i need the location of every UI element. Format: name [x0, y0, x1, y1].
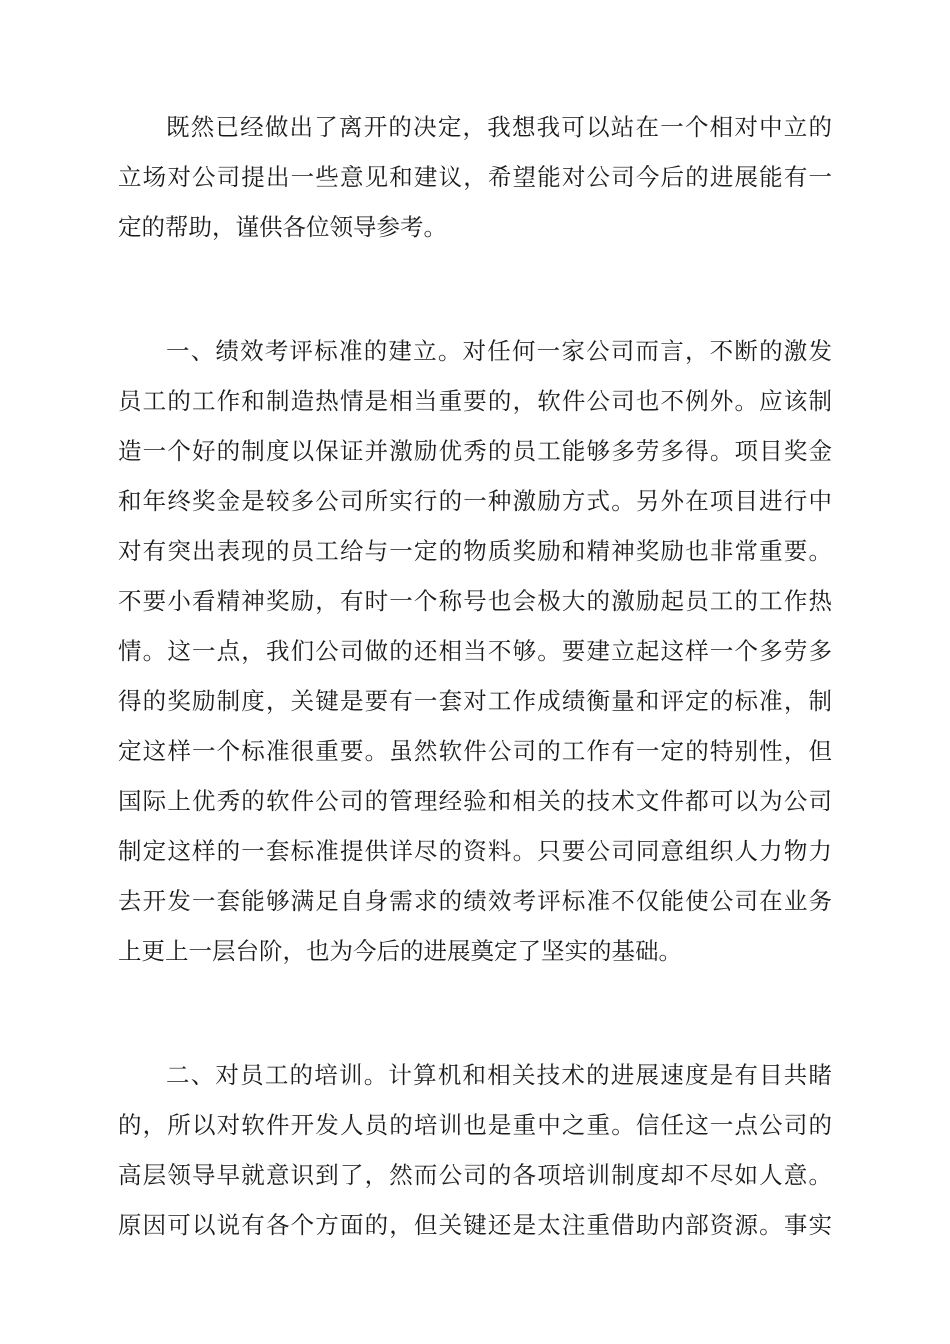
text-line: 立场对公司提出一些意见和建议，希望能对公司今后的进展能有一 [118, 163, 832, 191]
text-line: 一、绩效考评标准的建立。对任何一家公司而言，不断的激发 [166, 337, 832, 365]
paragraph-performance-evaluation [118, 326, 832, 976]
text-line: 上更上一层台阶，也为今后的进展奠定了坚实的基础。 [118, 937, 682, 965]
text-line: 既然已经做出了离开的决定，我想我可以站在一个相对中立的 [166, 113, 832, 141]
text-line: 高层领导早就意识到了，然而公司的各项培训制度却不尽如人意。 [118, 1161, 832, 1189]
text-line: 定的帮助，谨供各位领导参考。 [118, 213, 447, 241]
text-line: 对有突出表现的员工给与一定的物质奖励和精神奖励也非常重要。 [118, 537, 832, 565]
text-line: 二、对员工的培训。计算机和相关技术的进展速度是有目共睹 [166, 1061, 832, 1089]
text-line: 制定这样的一套标准提供详尽的资料。只要公司同意组织人力物力 [118, 837, 832, 865]
text-line: 原因可以说有各个方面的，但关键还是太注重借助内部资源。事实 [118, 1211, 832, 1239]
text-line: 造一个好的制度以保证并激励优秀的员工能够多劳多得。项目奖金 [118, 437, 832, 465]
text-line: 不要小看精神奖励，有时一个称号也会极大的激励起员工的工作热 [118, 587, 832, 615]
text-line: 得的奖励制度，关键是要有一套对工作成绩衡量和评定的标准，制 [118, 687, 832, 715]
text-line: 情。这一点，我们公司做的还相当不够。要建立起这样一个多劳多 [118, 637, 832, 665]
paragraph-employee-training [118, 1050, 832, 1250]
text-line: 国际上优秀的软件公司的管理经验和相关的技术文件都可以为公司 [118, 787, 832, 815]
paragraph-gap [118, 976, 832, 1050]
text-line: 和年终奖金是较多公司所实行的一种激励方式。另外在项目进行中 [118, 487, 832, 515]
document-page [118, 102, 832, 1250]
text-line: 定这样一个标准很重要。虽然软件公司的工作有一定的特别性，但 [118, 737, 832, 765]
paragraph-intro [118, 102, 832, 252]
text-line: 的，所以对软件开发人员的培训也是重中之重。信任这一点公司的 [118, 1111, 832, 1139]
paragraph-gap [118, 252, 832, 326]
text-line: 员工的工作和制造热情是相当重要的，软件公司也不例外。应该制 [118, 387, 832, 415]
text-line: 去开发一套能够满足自身需求的绩效考评标准不仅能使公司在业务 [118, 887, 832, 915]
